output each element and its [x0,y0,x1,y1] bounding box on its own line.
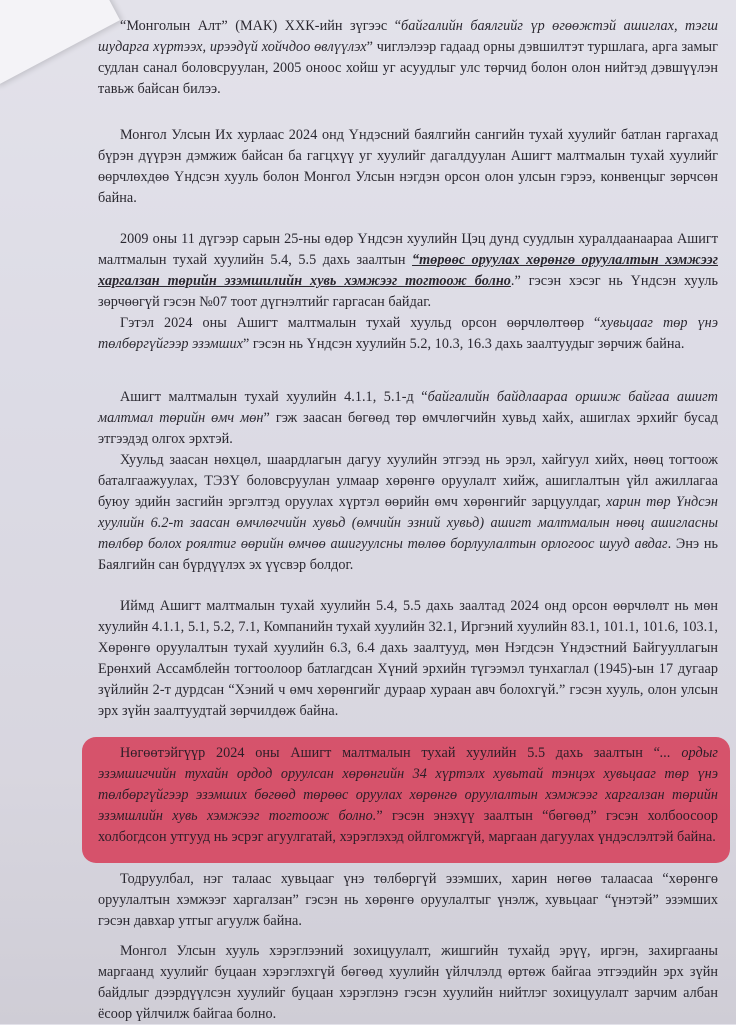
paragraph-5-text-a: Ашигт малтмалын тухай хуулийн 4.1.1, 5.1-д “ [120,389,428,405]
paragraph-6 [98,450,718,576]
paragraph-7-text: Иймд Ашигт малтмалын тухай хуулийн 5.4, 5.5 дахь заалтад 2024 онд орсон өөрчлөлт нь мөн хуулийн 4.1.1, 5.1, 5.2, 7.1, Компанийн тухай хуулийн 32.1, Иргэний хуулийн 83.1, 101.1, 101.6, 103.1, Хөрөнгө оруулалтын тухай хуулийн 6.3, 6.4 дахь заалтууд, мөн Нэгдсэн Үндэстний Байгууллагын Ерөнхий Ассамблейн тогтоолоор батлагдсан Хүний эрхийн түгээмэл тунхаглал (1945)-ын 17 дугаар зүйлийн 2-т дурдсан “Хэний ч өмч хөрөнгийг дураар хураан авч болохгүй.” гэсэн хууль, олон улсын эрх зүйн заалтуудтай зөрчилдөж байна. [98,598,718,719]
paragraph-9-text: Тодруулбал, нэг талаас хувьцааг үнэ төлбөргүй эзэмших, харин нөгөө талаасаа “хөрөнгө оруулалтын хэмжээг харгалзан” гэсэн нь хөрөнгө оруулалтыг үнэлж, хувьцааг “үнэтэй” эзэмших гэсэн давхар утгыг агуулж байна. [98,871,718,929]
paragraph-8-highlighted [98,743,718,848]
paragraph-4-text-b: ” гэсэн нь Үндсэн хуулийн 5.2, 10.3, 16.3 дахь заалтуудыг зөрчиж байна. [242,336,685,352]
paragraph-9 [98,869,718,932]
paragraph-5-italic: байгалийн байдлаараа оршиж байгаа ашигт малтмал төрийн өмч мөн [98,389,718,426]
paragraph-4 [98,313,718,355]
paragraph-6-italic: харин төр Үндсэн хуулийн 6.2-т заасан өмчлөгчийн хувьд (өмчийн эзний хувьд) ашигт малтмалын нөөц ашигласны төлбөр болох роялтиг өөрийн өмчөө ашигуулсны төлөө борлуулалтын орлогоос шууд авдаг [98,494,719,552]
paragraph-1-text-a: “Монголын Алт” (МАК) ХХК-ийн зүгээс “ [120,18,402,34]
paragraph-5 [98,387,718,450]
paragraph-1-italic: байгалийн баялгийг үр өгөөжтэй ашиглах, тэгш шударга хүртээх, ирээдүй хойчдоо өвлүүлэх [98,18,718,55]
paragraph-3-text-b: .” гэсэн хэсэг нь Үндсэн хууль зөрчөөгүй гэсэн №07 тоот дүгнэлтийг гаргасан байдаг. [98,273,718,310]
paragraph-7 [98,596,718,722]
paragraph-4-italic: хувьцааг төр үнэ төлбөргүйгээр эзэмших [98,315,718,352]
paragraph-3-text-a: 2009 оны 11 дүгээр сарын 25-ны өдөр Үндсэн хуулийн Цэц дунд суудлын хуралдаанаараа Ашигт малтмалын тухай хуулийн 5.4, 5.5 дахь заалтын [98,231,718,268]
paragraph-6-text-a: Хуульд заасан нөхцөл, шаардлагын дагуу хуулийн этгээд нь эрэл, хайгуул хийх, нөөц тогтоож баталгаажуулах, ТЭЗҮ боловсруулан улмаар хөрөнгө оруулалт хийж, ашиглалтын үйл ажиллагаа буюу эдийн засгийн эргэлтэд оруулах хүртэл өөрийн өмч хөрөнгийг зарцуулдаг, [98,452,718,510]
paragraph-4-text-a: Гэтэл 2024 оны Ашигт малтмалын тухай хуульд орсон өөрчлөлтөөр “ [120,315,601,331]
paragraph-3 [98,229,718,313]
paragraph-2-text: Монгол Улсын Их хурлаас 2024 онд Үндэсний баялгийн сангийн тухай хуулийг батлан гаргахад бүрэн дүүрэн дэмжиж байсан ба гагцхүү уг хуулийг дагалдуулан Ашигт малтмалын тухай хуулийг өөрчлөхдөө Үндсэн хууль болон Монгол Улсын нэгдэн орсон олон улсын гэрээ, конвенцыг зөрчсөн байна. [98,127,718,206]
paragraph-8-text-b: ” гэсэн энэхүү заалтын “бөгөөд” гэсэн холбоосоор холбогдсон утгууд нь эсрэг агуулгатай, хэрэглэхэд ойлгомжгүй, маргаан дагуулах үндэслэлтэй байна. [98,808,718,845]
paragraph-8-text-a: Нөгөөтэйгүүр 2024 оны Ашигт малтмалын тухай хуулийн 5.5 дахь заалтын “ [120,745,660,761]
paragraph-6-text-b: . Энэ нь Баялгийн сан бүрдүүлэх эх үүсвэр болдог. [98,536,718,573]
paragraph-3-underlined-quote: “төрөөс оруулах хөрөнгө оруулалтын хэмжээг харгалзан төрийн эзэмшилийн хувь хэмжээг тогтоож болно [98,252,718,289]
paragraph-1-text-b: ” чиглэлээр гадаад орны дэвшилтэт туршлага, арга замыг судлан санал боловсруулан, 2005 оноос хойш уг асуудлыг улс төрчид болон олон нийтэд дэвшүүлэн тавьж байсан билээ. [98,39,719,97]
paragraph-10 [98,941,718,1025]
paragraph-2 [98,125,718,209]
paragraph-1 [98,16,718,100]
paragraph-10-text: Монгол Улсын хууль хэрэглээний зохицуулалт, жишгийн тухайд эрүү, иргэн, захиргааны маргаанд хуулийг буцаан хэрэглэхгүй бөгөөд хуулийн үйлчлэлд өртөж байгаа этгээдийн эрх зүйн байдлыг дээрдүүлсэн хуулийг буцаан хэрэглэнэ гэсэн хуулийн нийтлэг зохицуулалт зарчим албан ёсоор үйлчилж байгаа болно. [98,943,718,1022]
paragraph-8-italic: ... ордыг эзэмшигчийн тухайн ордод оруулсан хөрөнгийн 34 хүртэлх хувьтай тэнцэх хувьцааг төр үнэ төлбөргүйгээр эзэмших бөгөөд төрөөс оруулах хөрөнгө оруулалтын хэмжээг харгалзан төрийн эзэмшлийн хувь хэмжээг тогтоож болно. [98,745,718,824]
paragraph-5-text-b: ” гэж заасан бөгөөд төр өмчлөгчийн хувьд хайх, ашиглах эрхийг бусад этгээдэд олгох эрхтэй. [98,410,718,447]
